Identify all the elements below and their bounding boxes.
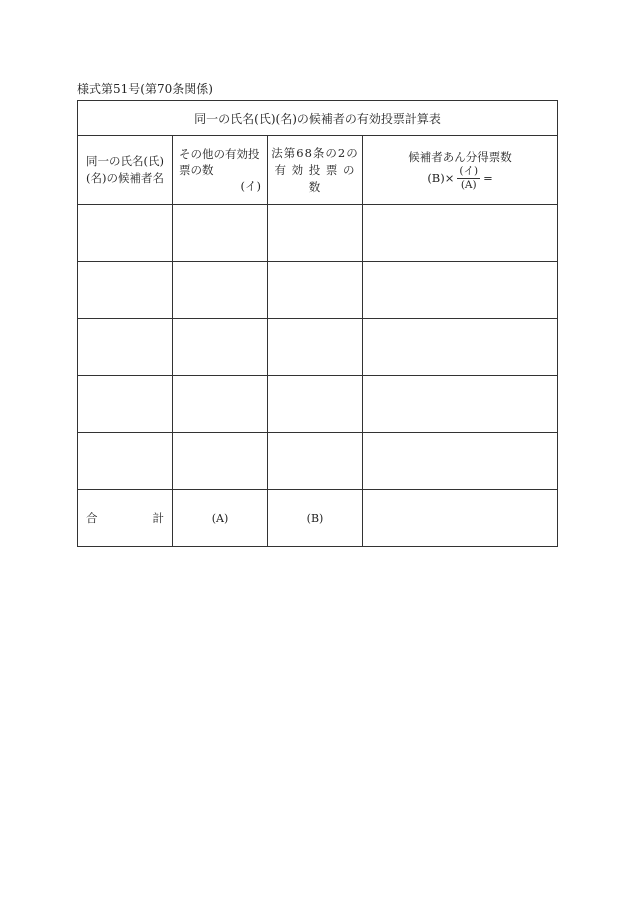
candidate-name-cell[interactable] (78, 433, 173, 490)
other-valid-votes-cell[interactable] (173, 319, 268, 376)
header-other-valid-votes-line2: 票の数 (179, 163, 214, 177)
title-row (78, 101, 558, 136)
header-candidate-name (78, 136, 173, 205)
proportional-formula (427, 165, 492, 192)
table-row (78, 376, 558, 433)
candidate-name-cell[interactable] (78, 205, 173, 262)
vote-calculation-table (77, 100, 558, 547)
candidate-name-cell[interactable] (78, 262, 173, 319)
total-row (78, 490, 558, 547)
candidate-name-cell[interactable] (78, 319, 173, 376)
header-article-valid-votes-line2: 有 効 投 票 の 数 (274, 162, 356, 194)
formula-fraction (457, 165, 480, 192)
table-row (78, 205, 558, 262)
header-row (78, 136, 558, 205)
total-article-valid-votes[interactable]: (B) (268, 490, 363, 547)
total-other-valid-votes[interactable]: (A) (173, 490, 268, 547)
header-proportional-votes-line1: 候補者あん分得票数 (408, 149, 512, 164)
article-valid-votes-cell[interactable] (268, 319, 363, 376)
formula-numerator: (イ) (459, 164, 479, 177)
header-candidate-name-line1: 同一の氏名(氏) (86, 154, 164, 168)
proportional-votes-cell[interactable] (363, 205, 558, 262)
header-other-valid-votes (173, 136, 268, 205)
total-proportional-votes[interactable] (363, 490, 558, 547)
header-article-valid-votes (268, 136, 363, 205)
table-row (78, 319, 558, 376)
header-other-valid-votes-marker: (イ) (240, 179, 261, 193)
total-label-right: 計 (152, 511, 164, 525)
formula-left: (B)× (427, 171, 455, 185)
table-title: 同一の氏名(氏)(名)の候補者の有効投票計算表 (78, 101, 558, 136)
header-candidate-name-line2: (名)の候補者名 (86, 171, 164, 185)
header-other-valid-votes-line1: その他の有効投 (179, 147, 260, 161)
header-article-valid-votes-line1: 法第68条の2の (271, 145, 359, 160)
table-row (78, 262, 558, 319)
other-valid-votes-cell[interactable] (173, 262, 268, 319)
article-valid-votes-cell[interactable] (268, 205, 363, 262)
article-valid-votes-cell[interactable] (268, 262, 363, 319)
proportional-votes-cell[interactable] (363, 376, 558, 433)
header-proportional-votes (363, 136, 558, 205)
formula-equals: = (483, 171, 493, 185)
total-label-left: 合 (86, 511, 98, 525)
candidate-name-cell[interactable] (78, 376, 173, 433)
article-valid-votes-cell[interactable] (268, 433, 363, 490)
other-valid-votes-cell[interactable] (173, 376, 268, 433)
table-row (78, 433, 558, 490)
proportional-votes-cell[interactable] (363, 433, 558, 490)
other-valid-votes-cell[interactable] (173, 205, 268, 262)
total-label (78, 490, 173, 547)
formula-denominator: (A) (460, 178, 477, 191)
proportional-votes-cell[interactable] (363, 319, 558, 376)
article-valid-votes-cell[interactable] (268, 376, 363, 433)
proportional-votes-cell[interactable] (363, 262, 558, 319)
form-number-label: 様式第51号(第70条関係) (77, 82, 213, 96)
other-valid-votes-cell[interactable] (173, 433, 268, 490)
